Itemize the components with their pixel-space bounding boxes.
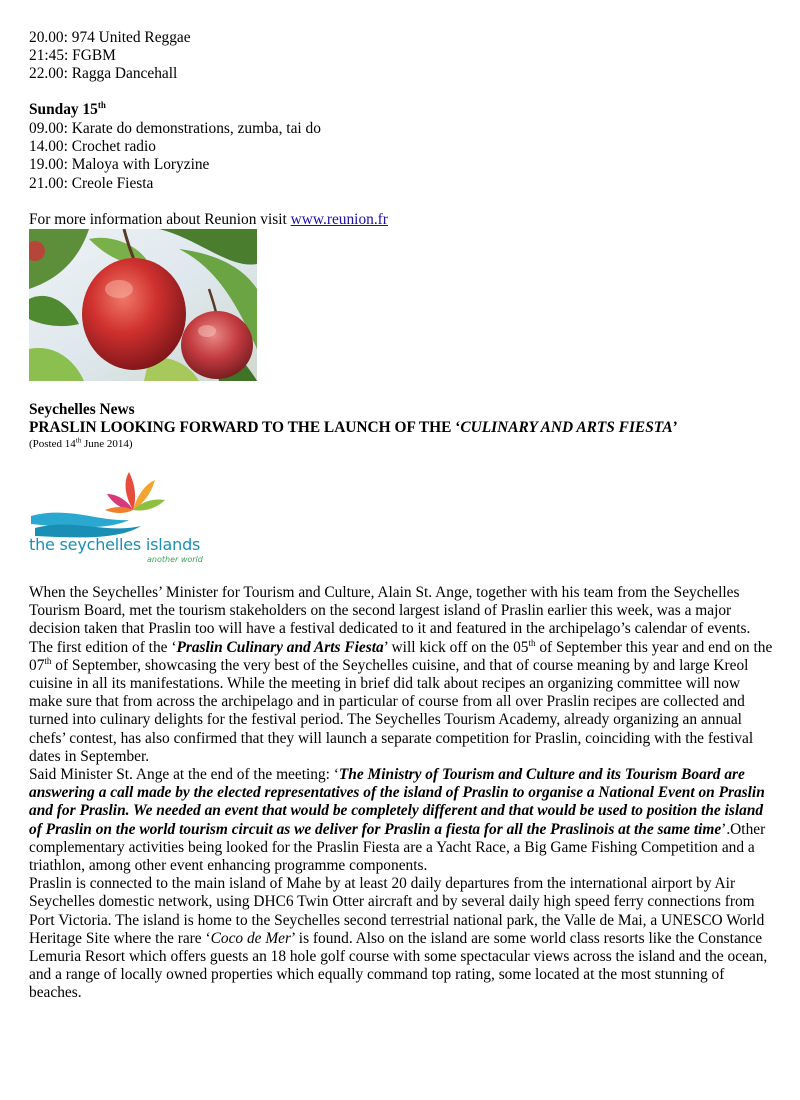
p2-text-c: of September this year and end on the 07 [29,638,773,674]
p2-text-d: of September, showcasing the very best of the Seychelles cuisine, and that of course meaning by and large Kreol cuisine in all its manifestations. While the meeting in brief did talk about recipes an organizing committee will now make sure that from across the archipelago and in particular of course from all over Praslin recipes are collected and turned into culinary delights for the festival period. The Seychelles Tourism Academy, already organizing an annual chefs’ contest, has also confirmed that they will launch a separate competition for Praslin, coinciding with the festival dates in September. [29,656,754,765]
p4-text-a: Praslin is connected to the main island of Mahe by at least 20 daily departures from the international airport by Air Seychelles domestic network, using DHC6 Twin Otter aircraft and by several daily high speed ferry connections from Port Victoria. The island is home to the Seychelles second terrestrial national park, the Valle de Mai, a UNESCO World Heritage Site where the rare ‘ [29,875,765,947]
news-section-label: Seychelles News [29,401,135,418]
headline-end: ’ [672,419,678,436]
headline-start: PRASLIN LOOKING FORWARD TO THE LAUNCH OF THE ‘ [29,419,461,436]
article-paragraph-1: When the Seychelles’ Minister for Tourism and Culture, Alain St. Ange, together with his team from the Seychelles Tourism Board, met the tourism stakeholders on the second largest island of Praslin earlier this week, was a major decision taken that Praslin too will have a festival dedicated to it and featured in the archipelago’s calendar of events. [29,584,751,638]
p2-text-a: The first edition of the ‘ [29,638,177,656]
p4-text-b: ’ is found. Also on the island are some world class resorts like the Constance Lemuria Resort which offers guests an 18 hole golf course with some spectacular views across the island and the ocean, and a range of locally owned properties which equally command top rating, some located at the most stunning of beaches. [29,929,768,1002]
reunion-info [29,211,388,229]
posted-date-sup: th [75,436,82,445]
p3-text-b: ’.Other complementary activities being looked for the Praslin Fiesta are a Yacht Race, a Big Game Fishing Competition and a triathlon, among other event enhancing programme components. [29,820,766,875]
p2-sup-2: th [44,655,52,666]
reunion-info-text: For more information about Reunion visit [29,211,291,228]
fruit-photo [29,229,257,381]
schedule-item: 21.00: Creole Fiesta [29,174,154,192]
article-paragraph-4 [29,875,775,1002]
schedule-item: 09.00: Karate do demonstrations, zumba, tai do [29,120,321,137]
schedule-item: 14.00: Crochet radio [29,138,156,156]
schedule-item: 21:45: FGBM [29,47,116,65]
sunday-schedule-list [29,120,321,193]
schedule-item: 19.00: Maloya with Loryzine [29,156,210,174]
schedule-item: 22.00: Ragga Dancehall [29,65,178,83]
sunday-heading-sup: th [97,99,106,110]
reunion-link[interactable]: www.reunion.fr [290,211,388,228]
news-headline [29,419,678,437]
article-paragraph-3 [29,766,775,875]
logo-tagline: another world [147,555,203,564]
sunday-heading [29,101,106,119]
posted-date-b: June 2014) [81,438,133,450]
seychelles-logo [29,466,214,574]
sunday-heading-text: Sunday 15 [29,101,98,118]
article-paragraph-2 [29,639,775,766]
schedule-item: 20.00: 974 United Reggae [29,29,191,46]
p3-minister-quote: The Ministry of Tourism and Culture and its Tourism Board are answering a call made by the elected representatives of the island of Praslin to organise a National Event on Praslin and for Praslin. We needed an event that would be completely different and that would be used to position the island of Praslin on the world tourism circuit as we deliver for Praslin a fiesta for all the Praslinois at the same time [29,766,765,838]
article-body [29,584,775,1003]
p2-fiesta-name: Praslin Culinary and Arts Fiesta [176,638,384,656]
schedule-list [29,29,191,84]
posted-date-a: (Posted 14 [29,438,76,450]
p4-coco-de-mer: Coco de Mer [210,929,291,947]
p3-text-a: Said Minister St. Ange at the end of the meeting: ‘ [29,766,339,784]
fruit-photo-graphic [29,229,257,381]
headline-italic: CULINARY AND ARTS FIESTA [460,419,673,436]
posted-date [29,438,133,451]
logo-text: the seychelles islands [29,535,201,554]
p2-sup-1: th [528,637,536,648]
p2-text-b: ’ will kick off on the 05 [383,638,529,656]
